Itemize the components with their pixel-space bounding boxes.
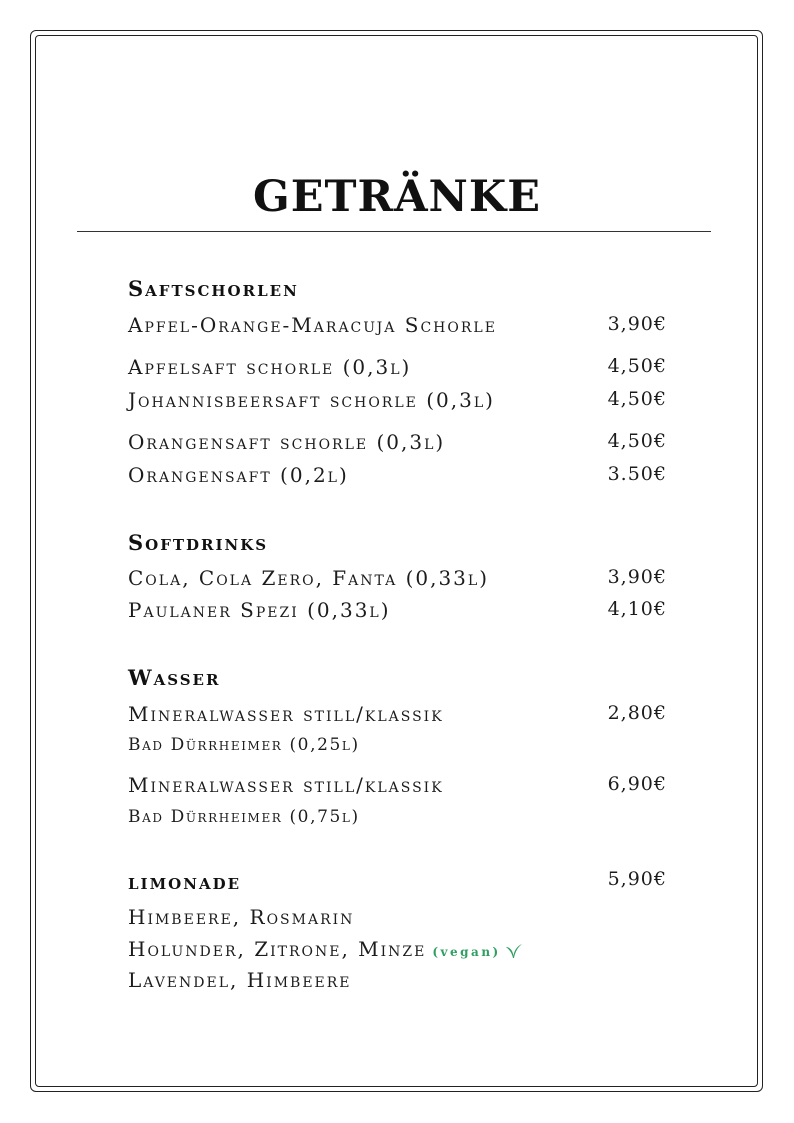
menu-item-price: 4,50€ <box>607 355 667 377</box>
menu-item-name: Cola, Cola Zero, Fanta (0,33l) <box>128 566 490 590</box>
menu-item-name: Paulaner Spezi (0,33l) <box>128 598 391 622</box>
limonade-price: 5,90€ <box>607 868 667 890</box>
menu-item-name: Orangensaft schorle (0,3l) <box>128 430 446 454</box>
title-divider <box>77 231 711 232</box>
vegan-tag: (vegan) <box>432 945 501 959</box>
menu-item-price: 4,50€ <box>607 388 667 410</box>
menu-item-name: Johannisbeersaft schorle (0,3l) <box>128 388 495 412</box>
menu-item-price: 3.50€ <box>607 463 667 485</box>
section-heading-wasser: Wasser <box>128 665 221 690</box>
menu-item-price: 3,90€ <box>607 313 667 335</box>
menu-item-name: Apfel-Orange-Maracuja Schorle <box>128 313 497 337</box>
menu-item-price: 4,10€ <box>607 598 667 620</box>
section-heading-saftschorlen: Saftschorlen <box>128 276 299 301</box>
menu-item-price: 4,50€ <box>607 430 667 452</box>
menu-item-name: Apfelsaft schorle (0,3l) <box>128 355 412 379</box>
menu-item-subtitle: Bad Dürrheimer (0,25l) <box>128 735 360 755</box>
leaf-icon <box>505 940 523 964</box>
limonade-flavor: Lavendel, Himbeere <box>128 968 352 992</box>
menu-item-price: 3,90€ <box>607 566 667 588</box>
section-heading-softdrinks: Softdrinks <box>128 530 269 555</box>
menu-item-price: 2,80€ <box>607 702 667 724</box>
menu-item-price: 6,90€ <box>607 773 667 795</box>
page-title: GETRÄNKE <box>252 172 542 222</box>
limonade-flavor: Holunder, Zitrone, Minze <box>128 937 427 961</box>
section-heading-limonade: limonade <box>128 869 242 894</box>
limonade-flavor: Himbeere, Rosmarin <box>128 905 355 929</box>
menu-item-name: Mineralwasser still/klassik <box>128 773 444 797</box>
limonade-flavor-row <box>128 937 523 964</box>
menu-item-name: Orangensaft (0,2l) <box>128 463 349 487</box>
menu-item-subtitle: Bad Dürrheimer (0,75l) <box>128 807 360 827</box>
menu-item-name: Mineralwasser still/klassik <box>128 702 444 726</box>
